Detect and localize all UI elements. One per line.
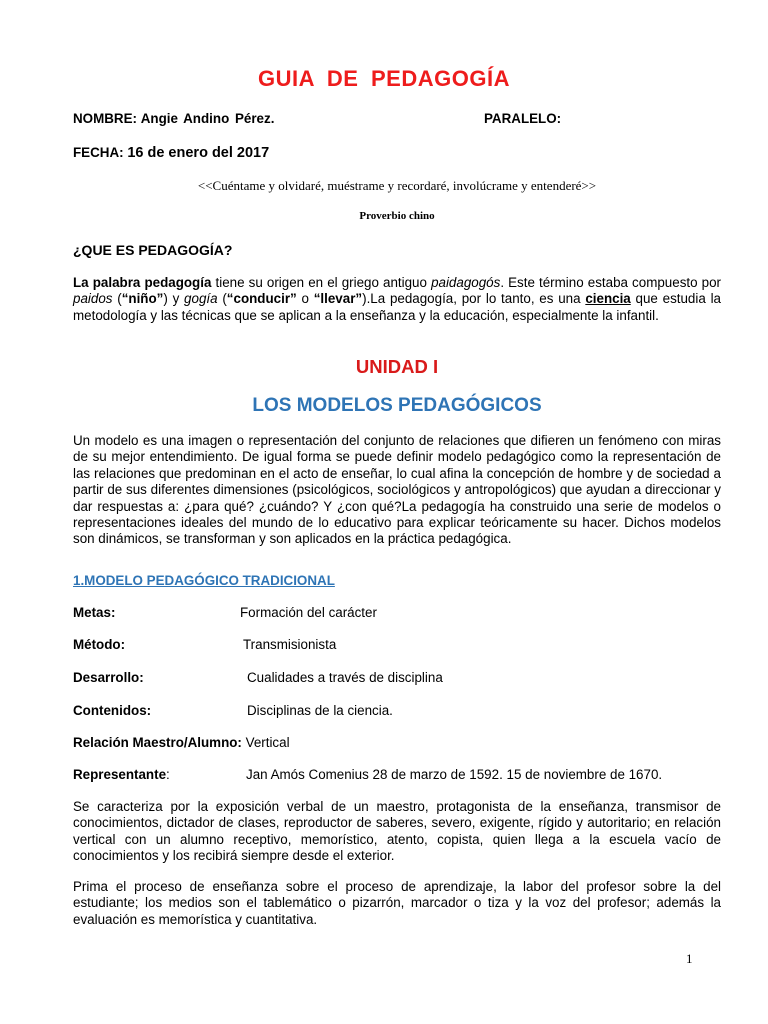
def-part: “niño”: [121, 291, 164, 307]
unit-intro-paragraph: Un modelo es una imagen o representación del conjunto de relaciones que difieren un fenómeno con miras de su mejor entendimiento. De igual forma se puede definir modelo pedagógico como la representación de las relaciones que predominan en el acto de enseñar, lo cual afina la concepción de hombre y de sociedad a partir de sus diferentes dimensiones (psicológicos, sociológicos y antropológicos) que ayudan a direccionar y dar respuestas a: ¿para qué? ¿cuándo? Y ¿con qué?La pedagogía ha construido una serie de modelos o representaciones ideales del mundo de lo educativo para explicar teóricamente su hacer. Dichos modelos son dinámicos, se transforman y son aplicados en la práctica pedagógica.: [73, 433, 721, 547]
quote: <<Cuéntame y olvidaré, muéstrame y recordaré, involúcrame y entenderé>>: [197, 178, 597, 193]
nombre-label: NOMBRE:: [73, 111, 137, 126]
relacion-label: Relación Maestro/Alumno:: [73, 735, 242, 750]
def-part: paidos: [73, 291, 113, 307]
nombre-value: Angie Andino Pérez.: [140, 111, 275, 126]
unit-heading: LOS MODELOS PEDAGÓGICOS: [252, 395, 542, 416]
contenidos-value: Disciplinas de la ciencia.: [247, 703, 393, 718]
representante-label: Representante: [73, 767, 167, 782]
metas-label: Metas:: [73, 605, 116, 620]
quote-source: Proverbio chino: [359, 210, 435, 222]
model-tradicional-heading[interactable]: 1.MODELO PEDAGÓGICO TRADICIONAL: [73, 573, 335, 588]
fecha-value: 16 de enero del 2017: [127, 145, 270, 161]
desarrollo-value: Cualidades a través de disciplina: [247, 670, 443, 685]
tradicional-paragraph-1: Se caracteriza por la exposición verbal de un maestro, protagonista de la enseñanza, transmisor de conocimientos, dictador de clases, reproductor de saberes, severo, exigente, rígido y autoritario; en relación vertical con un alumno receptivo, memorístico, atento, copista, quien llega a la escuela vacío de conocimientos y los recibirá siempre desde el exterior.: [73, 799, 721, 864]
fecha-line: [73, 145, 269, 161]
relacion-value: Vertical: [241, 735, 290, 750]
metas-value: Formación del carácter: [240, 605, 377, 620]
def-part: gogía: [184, 291, 218, 307]
def-part: “llevar”: [313, 291, 363, 307]
def-part: “conducir”: [226, 291, 297, 307]
def-part: ) y: [163, 291, 185, 307]
contenidos-label: Contenidos:: [73, 703, 152, 718]
def-part: (: [217, 291, 227, 307]
tradicional-paragraph-2: Prima el proceso de enseñanza sobre el proceso de aprendizaje, la labor del profesor sobre la del estudiante; los medios son el tablemático o pizarrón, marcador o tiza y la voz del profesor; además la evaluación es memorística y cuantitativa.: [73, 879, 721, 927]
ciencia-link[interactable]: ciencia: [585, 291, 631, 307]
def-part: . Este término estaba compuesto por: [500, 275, 722, 290]
representante-value: Jan Amós Comenius 28 de marzo de 1592. 15 de noviembre de 1670.: [246, 767, 663, 782]
section-heading-que-es: ¿QUE ES PEDAGOGÍA?: [73, 242, 233, 258]
def-part: paidagogós: [431, 275, 501, 290]
pedagogia-definition: [73, 275, 721, 324]
representante-line: [73, 767, 170, 782]
paralelo-label: PARALELO:: [484, 111, 562, 126]
page-number: 1: [686, 951, 693, 966]
def-part: que estudia la metodología y las técnicas que se aplican a la enseñanza y la educación, especialmente la infantil.: [73, 291, 721, 323]
def-part: tiene su origen en el griego antiguo: [211, 275, 432, 290]
relacion-line: [73, 735, 290, 750]
fecha-label: FECHA:: [73, 145, 124, 160]
unit-label: UNIDAD I: [355, 356, 439, 377]
def-part: ).La pedagogía, por lo tanto, es una: [362, 291, 586, 307]
def-part: La palabra pedagogía: [73, 275, 212, 290]
metodo-value: Transmisionista: [243, 637, 337, 652]
def-part: o: [296, 291, 314, 307]
nombre-line: [73, 111, 274, 126]
desarrollo-label: Desarrollo:: [73, 670, 144, 685]
metodo-label: Método:: [73, 637, 126, 652]
representante-colon: :: [166, 767, 170, 782]
page-title: GUIA DE PEDAGOGÍA: [258, 66, 510, 91]
def-part: (: [112, 291, 122, 307]
